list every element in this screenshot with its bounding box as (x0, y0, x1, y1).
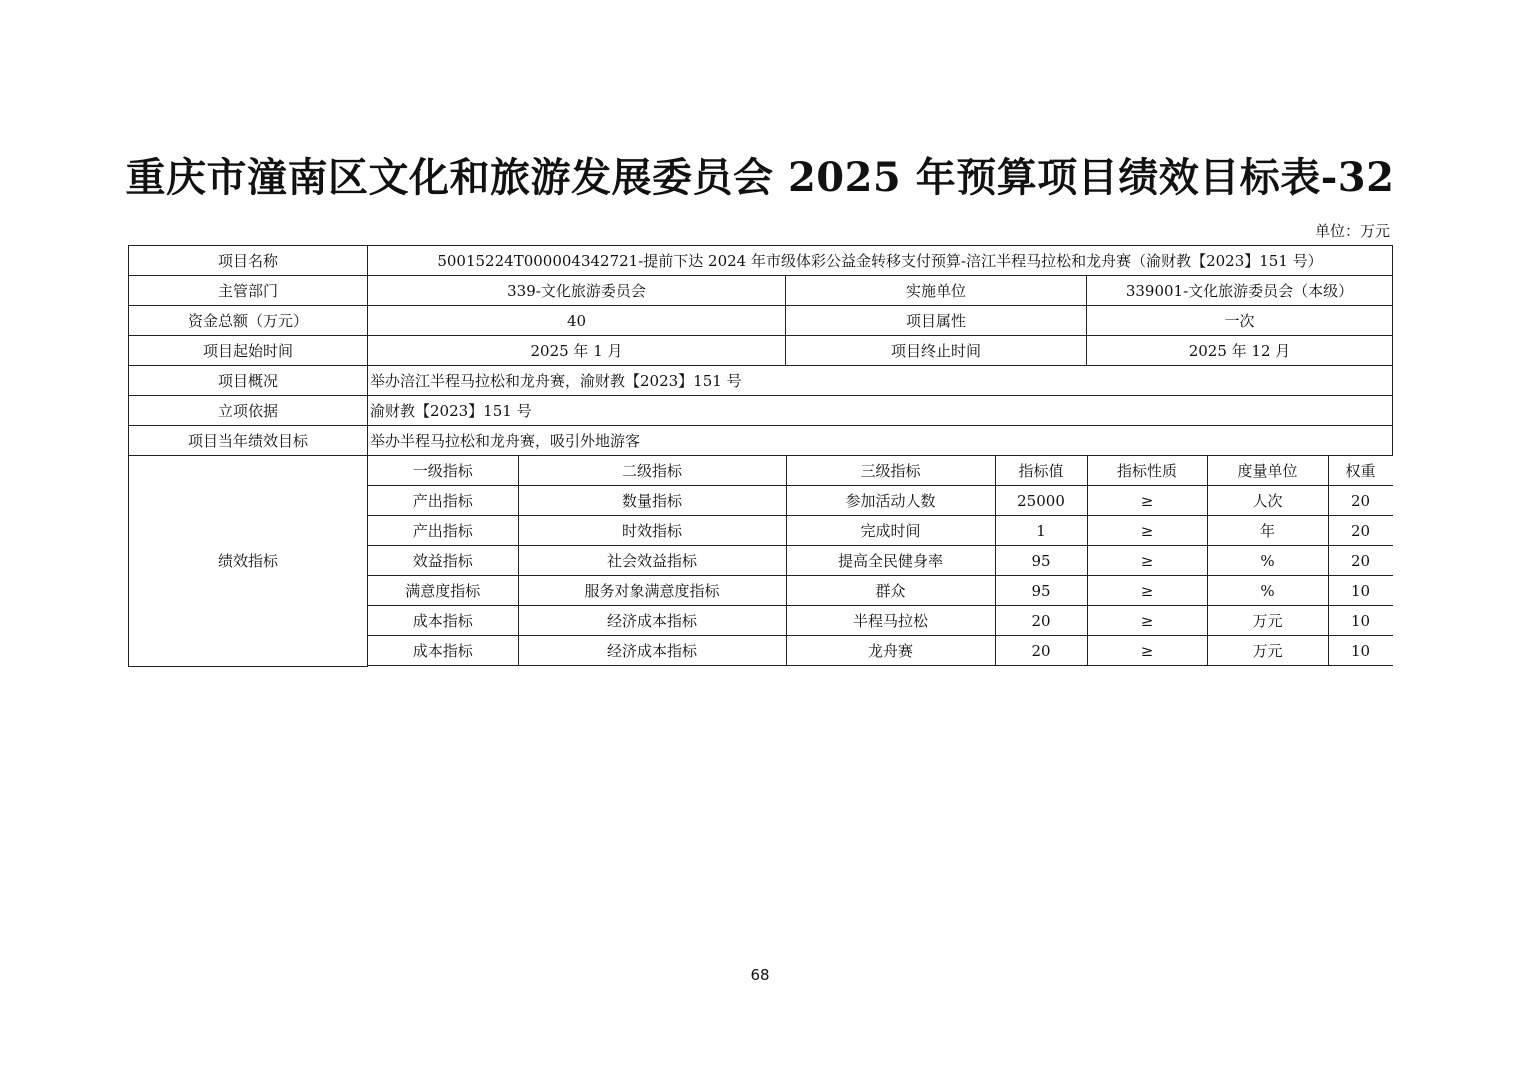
indicator-cell-unit: % (1207, 576, 1328, 606)
indicator-cell-value: 95 (995, 576, 1087, 606)
indicator-cell-level1: 成本指标 (368, 606, 518, 636)
indicator-cell-weight: 10 (1328, 576, 1393, 606)
indicator-block (368, 456, 1393, 667)
indicator-cell-value: 1 (995, 516, 1087, 546)
indicator-cell-weight: 20 (1328, 486, 1393, 516)
indicator-cell-level3: 完成时间 (786, 516, 995, 546)
indicator-header-level2: 二级指标 (518, 456, 786, 486)
indicator-cell-value: 20 (995, 606, 1087, 636)
indicator-cell-level2: 经济成本指标 (518, 636, 786, 666)
impl-label: 实施单位 (786, 276, 1087, 306)
indicator-cell-level1: 产出指标 (368, 486, 518, 516)
indicator-row (368, 546, 1393, 576)
indicator-cell-nature: ≥ (1087, 486, 1207, 516)
indicator-cell-level1: 成本指标 (368, 636, 518, 666)
table-row (129, 306, 1393, 336)
page-title: 重庆市潼南区文化和旅游发展委员会 2025 年预算项目绩效目标表-32 (125, 154, 1395, 201)
indicator-row (368, 486, 1393, 516)
indicator-cell-unit: % (1207, 546, 1328, 576)
indicator-cell-unit: 万元 (1207, 636, 1328, 666)
indicator-cell-level1: 效益指标 (368, 546, 518, 576)
indicator-cell-weight: 10 (1328, 606, 1393, 636)
indicator-cell-level3: 群众 (786, 576, 995, 606)
page-number: 68 (750, 966, 770, 984)
goal-label: 项目当年绩效目标 (129, 426, 368, 456)
table-row (129, 366, 1393, 396)
indicator-header-row (368, 456, 1393, 486)
indicator-table (368, 456, 1393, 666)
indicator-row (368, 576, 1393, 606)
indicator-cell-nature: ≥ (1087, 606, 1207, 636)
indicator-cell-level2: 社会效益指标 (518, 546, 786, 576)
indicator-header-nature: 指标性质 (1087, 456, 1207, 486)
indicator-cell-level3: 参加活动人数 (786, 486, 995, 516)
fund-label: 资金总额（万元） (129, 306, 368, 336)
indicator-cell-value: 25000 (995, 486, 1087, 516)
performance-target-table (128, 245, 1393, 667)
indicator-header-level3: 三级指标 (786, 456, 995, 486)
dept-label: 主管部门 (129, 276, 368, 306)
attr-label: 项目属性 (786, 306, 1087, 336)
indicator-cell-level3: 提高全民健身率 (786, 546, 995, 576)
end-value: 2025 年 12 月 (1087, 336, 1393, 366)
attr-value: 一次 (1087, 306, 1393, 336)
indicator-row (368, 636, 1393, 666)
overview-label: 项目概况 (129, 366, 368, 396)
indicator-cell-level2: 经济成本指标 (518, 606, 786, 636)
indicator-row (368, 606, 1393, 636)
indicator-cell-unit: 万元 (1207, 606, 1328, 636)
indicator-cell-weight: 20 (1328, 516, 1393, 546)
indicator-cell-value: 20 (995, 636, 1087, 666)
indicator-cell-value: 95 (995, 546, 1087, 576)
impl-value: 339001-文化旅游委员会（本级） (1087, 276, 1393, 306)
start-value: 2025 年 1 月 (368, 336, 786, 366)
indicator-cell-level3: 半程马拉松 (786, 606, 995, 636)
table-row (129, 276, 1393, 306)
project-name-value: 50015224T000004342721-提前下达 2024 年市级体彩公益金转移支付预算-涪江半程马拉松和龙舟赛（渝财教【2023】151 号） (368, 246, 1393, 276)
table-row (129, 456, 1393, 667)
indicator-cell-level1: 满意度指标 (368, 576, 518, 606)
basis-value: 渝财教【2023】151 号 (368, 396, 1393, 426)
indicator-cell-level2: 数量指标 (518, 486, 786, 516)
indicator-row (368, 516, 1393, 546)
indicator-header-level1: 一级指标 (368, 456, 518, 486)
table-row (129, 246, 1393, 276)
perf-label: 绩效指标 (129, 456, 368, 667)
unit-label: 单位：万元 (1314, 222, 1390, 240)
indicator-cell-level3: 龙舟赛 (786, 636, 995, 666)
basis-label: 立项依据 (129, 396, 368, 426)
indicator-header-weight: 权重 (1328, 456, 1393, 486)
indicator-cell-level2: 时效指标 (518, 516, 786, 546)
indicator-cell-unit: 年 (1207, 516, 1328, 546)
indicator-cell-unit: 人次 (1207, 486, 1328, 516)
table-row (129, 336, 1393, 366)
indicator-cell-nature: ≥ (1087, 516, 1207, 546)
start-label: 项目起始时间 (129, 336, 368, 366)
indicator-cell-nature: ≥ (1087, 546, 1207, 576)
table-row (129, 426, 1393, 456)
overview-value: 举办涪江半程马拉松和龙舟赛，渝财教【2023】151 号 (368, 366, 1393, 396)
end-label: 项目终止时间 (786, 336, 1087, 366)
indicator-cell-level1: 产出指标 (368, 516, 518, 546)
indicator-cell-weight: 10 (1328, 636, 1393, 666)
indicator-cell-nature: ≥ (1087, 636, 1207, 666)
indicator-cell-nature: ≥ (1087, 576, 1207, 606)
goal-value: 举办半程马拉松和龙舟赛，吸引外地游客 (368, 426, 1393, 456)
indicator-cell-level2: 服务对象满意度指标 (518, 576, 786, 606)
project-name-label: 项目名称 (129, 246, 368, 276)
dept-value: 339-文化旅游委员会 (368, 276, 786, 306)
table-row (129, 396, 1393, 426)
indicator-cell-weight: 20 (1328, 546, 1393, 576)
fund-value: 40 (368, 306, 786, 336)
indicator-header-value: 指标值 (995, 456, 1087, 486)
indicator-header-unit: 度量单位 (1207, 456, 1328, 486)
